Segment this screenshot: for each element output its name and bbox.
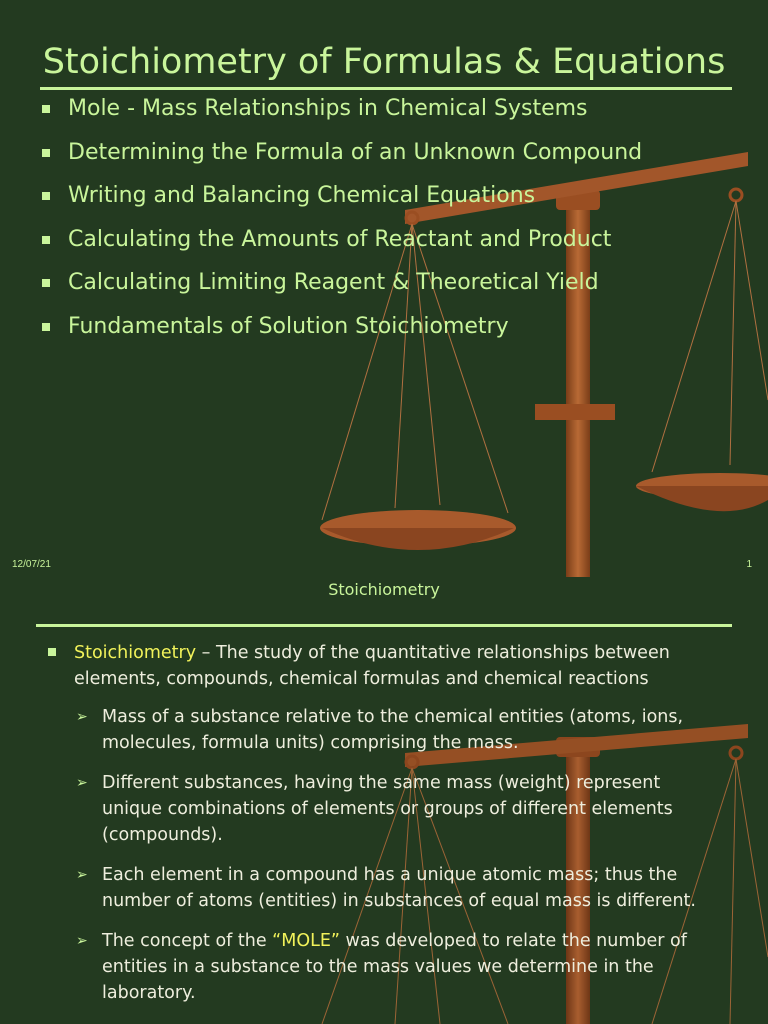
list-item: Determining the Formula of an Unknown Compound <box>40 138 740 182</box>
square-bullet-icon <box>42 236 50 244</box>
list-item: ➢ Each element in a compound has a unique atomic mass; thus the number of atoms (entities) in substances of equal mass is different. <box>74 862 724 914</box>
square-bullet-icon <box>42 192 50 200</box>
arrow-bullet-icon: ➢ <box>76 775 88 791</box>
list-item: ➢ Different substances, having the same mass (weight) represent unique combinations of elements or groups of different elements (compounds). <box>74 770 724 848</box>
definition-text: – The study of the quantitative relationships between elements, compounds, chemical formulas and chemical reactions <box>74 643 670 689</box>
slide-title: Stoichiometry <box>328 580 440 599</box>
square-bullet-icon <box>42 279 50 287</box>
square-bullet-icon <box>42 149 50 157</box>
slide-title: Stoichiometry of Formulas & Equations <box>42 42 726 82</box>
title-underline <box>36 624 732 627</box>
list-item: Mole - Mass Relationships in Chemical Systems <box>40 94 740 138</box>
mole-highlight: “MOLE” <box>272 931 340 951</box>
arrow-bullet-icon: ➢ <box>76 709 88 725</box>
square-bullet-icon <box>42 105 50 113</box>
square-bullet-icon <box>42 323 50 331</box>
arrow-bullet-icon: ➢ <box>76 933 88 949</box>
list-item: ➢ The concept of the “MOLE” was developed to relate the number of entities in a substance to the mass values we determine in the laboratory. <box>74 928 724 1006</box>
arrow-bullet-icon: ➢ <box>76 867 88 883</box>
slide-date: 12/07/21 <box>12 559 51 570</box>
list-item: Fundamentals of Solution Stoichiometry <box>40 312 740 356</box>
list-item: Writing and Balancing Chemical Equations <box>40 181 740 225</box>
list-item: Calculating the Amounts of Reactant and Product <box>40 225 740 269</box>
topic-list <box>40 94 740 355</box>
page-number: 1 <box>746 559 752 570</box>
title-underline <box>40 87 732 90</box>
sub-point-list <box>74 704 724 1020</box>
list-item: Calculating Limiting Reagent & Theoretical Yield <box>40 268 740 312</box>
definition-point <box>48 640 728 692</box>
square-bullet-icon <box>48 648 56 656</box>
list-item: ➢ Mass of a substance relative to the chemical entities (atoms, ions, molecules, formula units) comprising the mass. <box>74 704 724 756</box>
term-highlight: Stoichiometry <box>74 643 197 663</box>
